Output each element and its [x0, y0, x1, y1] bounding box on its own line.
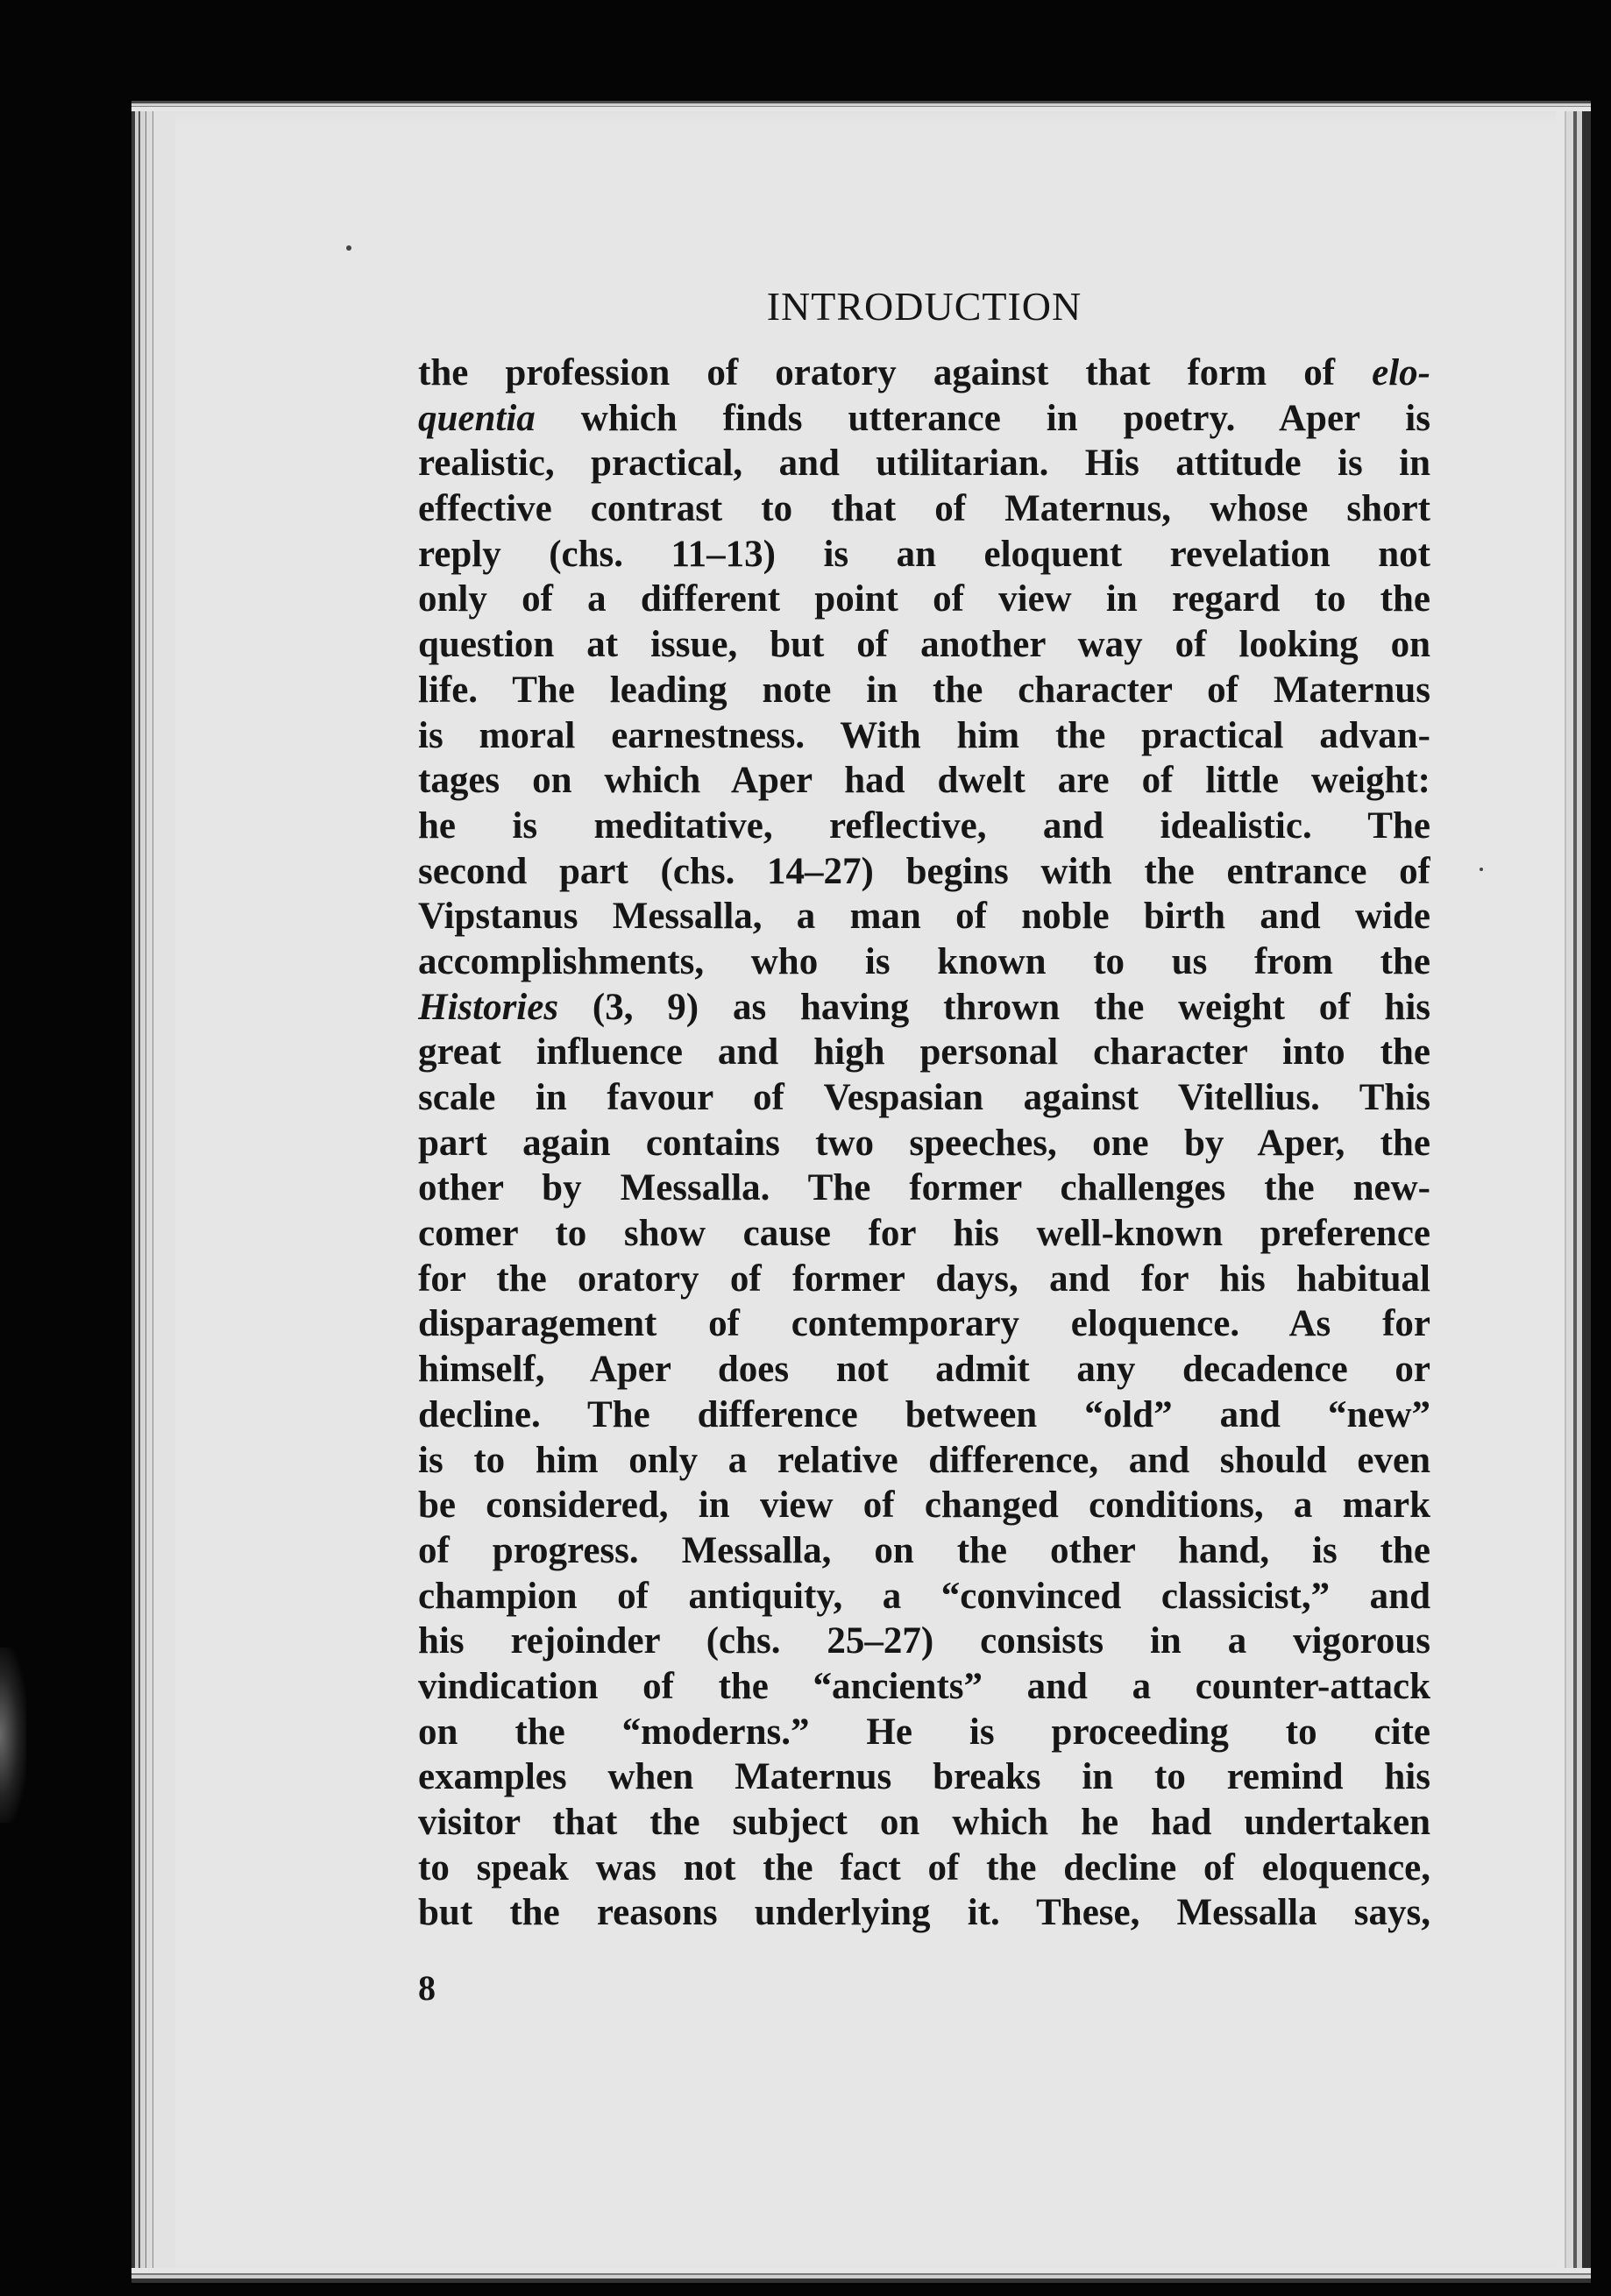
text-line: realistic, practical, and utilitarian. His attitude is in: [418, 443, 1430, 485]
text-line: visitor that the subject on which he had undertaken: [418, 1802, 1430, 1843]
page-top-edge: [131, 101, 1591, 111]
text-line: Vipstanus Messalla, a man of noble birth and wide: [418, 896, 1430, 938]
text-line: disparagement of contemporary eloquence. As for: [418, 1303, 1430, 1345]
body-text: [418, 351, 1430, 1936]
text-line: Histories (3, 9) as having thrown the weight of his: [418, 986, 1430, 1028]
text-line: great influence and high personal character into the: [418, 1031, 1430, 1074]
text-line: his rejoinder (chs. 25–27) consists in a vigorous: [418, 1620, 1430, 1662]
text-line: accomplishments, who is known to us from the: [418, 940, 1430, 982]
text-line: on the “moderns.” He is proceeding to cite: [418, 1711, 1430, 1753]
page-number: 8: [418, 1968, 436, 2008]
scan-artifact: [0, 1648, 26, 1823]
text-line: is moral earnestness. With him the practical advan-: [418, 714, 1430, 756]
text-line: question at issue, but of another way of looking on: [418, 624, 1430, 666]
text-line: himself, Aper does not admit any decadence or: [418, 1349, 1430, 1391]
scan-speck: [1480, 868, 1483, 871]
text-line: champion of antiquity, a “convinced classicist,” and: [418, 1575, 1430, 1617]
text-line: tages on which Aper had dwelt are of little weight:: [418, 760, 1430, 802]
text-line: examples when Maternus breaks in to remind his: [418, 1756, 1430, 1798]
scan-speck: [346, 245, 351, 251]
text-line: is to him only a relative difference, and should even: [418, 1439, 1430, 1481]
text-line: second part (chs. 14–27) begins with the entrance of: [418, 850, 1430, 892]
text-line: effective contrast to that of Maternus, whose short: [418, 488, 1430, 530]
page-binding-left-edge: [131, 101, 175, 2283]
text-line: life. The leading note in the character of Maternus: [418, 669, 1430, 711]
text-line: quentia which finds utterance in poetry. Aper is: [418, 397, 1430, 439]
text-line: vindication of the “ancients” and a counter-attack: [418, 1665, 1430, 1707]
text-line: decline. The difference between “old” and “new”: [418, 1393, 1430, 1435]
text-line: of progress. Messalla, on the other hand, is the: [418, 1529, 1430, 1571]
text-line: the profession of oratory against that form of elo-: [418, 352, 1430, 393]
page-binding-right-edge: [1556, 101, 1591, 2283]
text-line: reply (chs. 11–13) is an eloquent revelation not: [418, 533, 1430, 575]
running-head: INTRODUCTION: [766, 284, 1082, 329]
text-line: other by Messalla. The former challenges the new-: [418, 1167, 1430, 1209]
text-line: for the oratory of former days, and for his habitual: [418, 1258, 1430, 1300]
text-line: only of a different point of view in regard to the: [418, 578, 1430, 620]
page-bottom-edge: [131, 2268, 1591, 2283]
text-line: part again contains two speeches, one by Aper, the: [418, 1122, 1430, 1164]
text-line: he is meditative, reflective, and idealistic. The: [418, 804, 1430, 847]
text-line: but the reasons underlying it. These, Messalla says,: [418, 1892, 1430, 1934]
text-line: be considered, in view of changed conditions, a mark: [418, 1485, 1430, 1527]
text-line: comer to show cause for his well-known preference: [418, 1213, 1430, 1255]
text-line: scale in favour of Vespasian against Vitellius. This: [418, 1077, 1430, 1118]
text-line: to speak was not the fact of the decline of eloquence,: [418, 1846, 1430, 1889]
